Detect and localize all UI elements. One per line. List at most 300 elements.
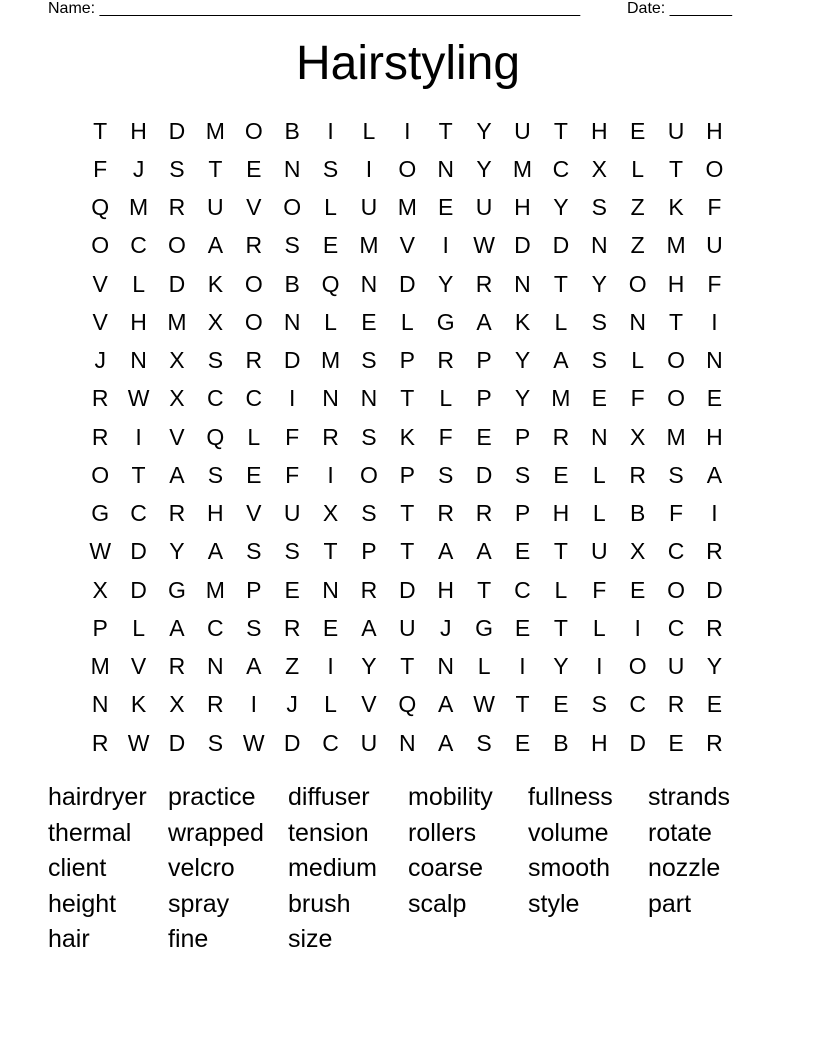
grid-letter: H: [590, 729, 608, 756]
grid-letter: E: [514, 729, 531, 756]
grid-letter: M: [512, 155, 533, 182]
grid-letter: O: [667, 576, 685, 603]
grid-letter: E: [668, 729, 684, 756]
grid-letter: T: [400, 500, 415, 527]
grid-letter: V: [399, 232, 415, 259]
grid-letter: H: [590, 117, 608, 144]
grid-letter: A: [169, 614, 185, 641]
grid-letter: S: [246, 538, 262, 565]
grid-letter: X: [169, 691, 185, 718]
grid-letter: P: [514, 500, 531, 527]
grid-letter: S: [361, 347, 377, 374]
grid-letter: D: [168, 729, 186, 756]
word-list-item: tension: [288, 818, 369, 847]
grid-letter: C: [552, 155, 570, 182]
grid-letter: Z: [630, 194, 645, 221]
grid-letter: K: [399, 423, 415, 450]
grid-letter: S: [284, 538, 300, 565]
grid-letter: L: [132, 614, 145, 641]
grid-letter: O: [91, 232, 110, 259]
grid-letter: I: [288, 385, 296, 412]
grid-letter: M: [359, 232, 379, 259]
grid-letter: E: [361, 308, 377, 335]
grid-letter: N: [130, 347, 147, 374]
grid-letter: R: [168, 653, 186, 680]
grid-letter: L: [324, 308, 337, 335]
grid-letter: I: [596, 653, 603, 680]
grid-letter: E: [476, 423, 492, 450]
grid-letter: T: [323, 538, 338, 565]
grid-letter: U: [360, 194, 378, 221]
grid-letter: R: [168, 500, 186, 527]
grid-letter: C: [322, 729, 339, 756]
grid-letter: L: [631, 155, 645, 182]
grid-letter: E: [322, 614, 339, 641]
grid-letter: M: [320, 347, 341, 374]
word-list-item: wrapped: [168, 818, 264, 847]
grid-letter: C: [207, 614, 224, 641]
grid-letter: R: [629, 461, 646, 488]
grid-letter: X: [207, 308, 224, 335]
grid-letter: N: [399, 729, 416, 756]
grid-letter: A: [169, 461, 185, 488]
grid-letter: Q: [91, 194, 110, 221]
word-list-item: rotate: [648, 818, 712, 847]
grid-letter: C: [207, 385, 224, 412]
grid-letter: L: [554, 308, 568, 335]
word-list-item: velcro: [168, 854, 235, 883]
word-list-item: strands: [648, 783, 730, 811]
grid-letter: Q: [321, 270, 340, 297]
grid-letter: E: [706, 691, 723, 718]
grid-letter: S: [591, 194, 607, 221]
grid-letter: D: [168, 117, 186, 144]
grid-letter: R: [552, 423, 570, 450]
word-list-item: style: [528, 889, 580, 918]
grid-letter: D: [552, 232, 570, 259]
grid-letter: D: [399, 270, 416, 297]
grid-letter: N: [590, 423, 608, 450]
grid-letter: S: [668, 461, 684, 488]
grid-letter: P: [399, 347, 415, 374]
grid-letter: P: [246, 576, 262, 603]
grid-letter: S: [591, 347, 607, 374]
grid-letter: L: [324, 194, 337, 221]
grid-letter: T: [93, 117, 108, 144]
grid-letter: S: [438, 461, 454, 488]
word-list-item: mobility: [408, 783, 493, 811]
grid-letter: S: [207, 729, 224, 756]
grid-letter: O: [283, 194, 302, 221]
word-list-item: fullness: [528, 783, 613, 811]
grid-letter: R: [207, 691, 224, 718]
grid-letter: A: [706, 461, 723, 488]
grid-letter: I: [327, 653, 334, 680]
grid-letter: C: [130, 232, 147, 259]
grid-letter: K: [668, 194, 684, 221]
grid-letter: G: [436, 308, 455, 335]
grid-letter: I: [327, 117, 334, 144]
grid-letter: F: [669, 500, 684, 527]
grid-letter: R: [91, 423, 109, 450]
grid-letter: T: [208, 155, 223, 182]
grid-letter: T: [400, 385, 415, 412]
grid-letter: R: [706, 729, 723, 756]
grid-letter: R: [245, 232, 263, 259]
grid-letter: A: [438, 691, 454, 718]
grid-letter: U: [514, 117, 531, 144]
grid-letter: H: [130, 308, 147, 335]
grid-letter: O: [168, 232, 186, 259]
grid-letter: I: [250, 691, 257, 718]
grid-letter: L: [592, 500, 606, 527]
grid-letter: N: [322, 385, 339, 412]
word-list-item: hair: [48, 925, 90, 954]
grid-letter: S: [591, 308, 607, 335]
grid-letter: E: [591, 385, 607, 412]
name-field: Name: ______________________________________________________: [48, 0, 581, 17]
word-list-item: rollers: [408, 818, 477, 847]
grid-letter: Y: [361, 653, 377, 680]
grid-letter: D: [629, 729, 646, 756]
word-list: [48, 780, 768, 958]
grid-letter: P: [399, 461, 415, 488]
grid-letter: K: [207, 270, 224, 297]
word-list-item: smooth: [528, 854, 610, 883]
grid-letter: T: [553, 614, 568, 641]
grid-letter: X: [169, 385, 185, 412]
grid-letter: U: [706, 232, 723, 259]
grid-letter: H: [514, 194, 531, 221]
grid-letter: R: [283, 614, 301, 641]
grid-letter: N: [590, 232, 608, 259]
grid-letter: R: [475, 500, 493, 527]
grid-letter: R: [245, 347, 263, 374]
grid-letter: U: [667, 653, 685, 680]
grid-letter: N: [706, 347, 723, 374]
grid-letter: M: [666, 423, 686, 450]
grid-letter: V: [92, 308, 108, 335]
grid-letter: M: [666, 232, 686, 259]
word-list-item: brush: [288, 889, 351, 918]
word-list-item: hairdryer: [48, 783, 147, 811]
grid-letter: L: [554, 576, 568, 603]
grid-letter: N: [360, 270, 378, 297]
grid-letter: C: [245, 385, 263, 412]
grid-letter: E: [553, 691, 569, 718]
word-list-item: medium: [288, 854, 377, 883]
grid-letter: E: [246, 155, 262, 182]
grid-letter: Y: [476, 117, 492, 144]
grid-letter: D: [399, 576, 416, 603]
grid-letter: T: [477, 576, 492, 603]
grid-letter: Y: [706, 653, 723, 680]
grid-letter: P: [476, 347, 492, 374]
grid-letter: E: [246, 461, 262, 488]
grid-letter: S: [207, 347, 224, 374]
grid-letter: A: [207, 538, 224, 565]
grid-letter: G: [168, 576, 186, 603]
grid-letter: L: [477, 653, 491, 680]
grid-letter: O: [628, 270, 647, 297]
grid-letter: B: [284, 270, 300, 297]
grid-letter: X: [591, 155, 607, 182]
grid-letter: I: [365, 155, 373, 182]
grid-letter: E: [629, 117, 646, 144]
grid-letter: I: [327, 461, 334, 488]
grid-letter: H: [552, 500, 570, 527]
grid-letter: O: [667, 385, 685, 412]
grid-letter: Y: [591, 270, 607, 297]
grid-letter: W: [242, 729, 265, 756]
grid-letter: M: [129, 194, 149, 221]
grid-letter: D: [283, 347, 301, 374]
grid-letter: F: [93, 155, 108, 182]
grid-letter: H: [667, 270, 685, 297]
grid-letter: T: [400, 538, 415, 565]
grid-letter: V: [169, 423, 185, 450]
grid-letter: L: [132, 270, 145, 297]
grid-letter: V: [361, 691, 377, 718]
grid-letter: N: [629, 308, 646, 335]
word-list-item: thermal: [48, 818, 132, 847]
grid-letter: O: [244, 270, 263, 297]
grid-letter: N: [514, 270, 531, 297]
grid-letter: X: [629, 538, 646, 565]
grid-letter: U: [590, 538, 608, 565]
grid-letter: M: [551, 385, 571, 412]
page-title: Hairstyling: [295, 37, 521, 90]
grid-letter: E: [284, 576, 300, 603]
grid-letter: M: [90, 653, 110, 680]
grid-letter: S: [246, 614, 262, 641]
grid-letter: T: [669, 308, 684, 335]
grid-letter: W: [473, 691, 495, 718]
grid-letter: A: [207, 232, 224, 259]
grid-letter: Q: [206, 423, 225, 450]
grid-letter: O: [91, 461, 110, 488]
grid-letter: Y: [514, 385, 531, 412]
grid-letter: J: [286, 691, 298, 718]
grid-letter: C: [514, 576, 531, 603]
grid-letter: O: [667, 347, 685, 374]
grid-letter: L: [631, 347, 645, 374]
grid-letter: Z: [285, 653, 300, 680]
grid-letter: T: [669, 155, 684, 182]
grid-letter: W: [127, 385, 150, 412]
word-list-item: spray: [168, 889, 230, 918]
grid-letter: S: [322, 155, 339, 182]
grid-letter: N: [437, 653, 455, 680]
grid-letter: I: [711, 308, 718, 335]
grid-letter: C: [667, 538, 685, 565]
date-field: Date: _______: [627, 0, 732, 17]
word-list-item: scalp: [408, 889, 467, 918]
grid-letter: L: [400, 308, 414, 335]
grid-letter: V: [130, 653, 147, 680]
grid-letter: F: [592, 576, 607, 603]
grid-letter: O: [244, 117, 263, 144]
grid-letter: J: [94, 347, 106, 374]
grid-letter: X: [92, 576, 108, 603]
grid-letter: A: [438, 538, 454, 565]
grid-letter: M: [205, 576, 225, 603]
grid-letter: M: [205, 117, 225, 144]
grid-letter: H: [706, 423, 723, 450]
grid-letter: W: [473, 232, 495, 259]
grid-letter: C: [130, 500, 147, 527]
grid-letter: S: [514, 461, 531, 488]
grid-letter: F: [707, 194, 722, 221]
grid-letter: T: [553, 117, 568, 144]
grid-letter: O: [628, 653, 647, 680]
grid-letter: T: [400, 653, 415, 680]
grid-letter: F: [630, 385, 645, 412]
grid-letter: N: [437, 155, 455, 182]
grid-letter: X: [322, 500, 339, 527]
grid-letter: R: [91, 729, 109, 756]
grid-letter: T: [553, 270, 568, 297]
grid-letter: R: [360, 576, 378, 603]
grid-letter: C: [629, 691, 646, 718]
grid-letter: E: [629, 576, 646, 603]
grid-letter: U: [399, 614, 416, 641]
grid-letter: R: [437, 347, 455, 374]
grid-letter: I: [442, 232, 449, 259]
grid-letter: I: [519, 653, 526, 680]
grid-letter: V: [92, 270, 108, 297]
grid-letter: F: [438, 423, 453, 450]
grid-letter: P: [476, 385, 492, 412]
grid-letter: D: [475, 461, 493, 488]
grid-letter: S: [207, 461, 224, 488]
grid-letter: H: [437, 576, 455, 603]
grid-letter: U: [475, 194, 493, 221]
grid-letter: S: [284, 232, 300, 259]
grid-letter: D: [130, 538, 147, 565]
grid-letter: E: [706, 385, 723, 412]
grid-letter: E: [514, 538, 531, 565]
grid-letter: Y: [169, 538, 185, 565]
grid-letter: V: [246, 194, 262, 221]
grid-letter: S: [476, 729, 492, 756]
word-list-item: diffuser: [288, 783, 370, 811]
word-list-item: part: [648, 889, 692, 918]
grid-letter: P: [361, 538, 377, 565]
grid-letter: B: [553, 729, 569, 756]
grid-letter: O: [244, 308, 263, 335]
grid-letter: N: [360, 385, 378, 412]
word-list-item: size: [288, 925, 333, 954]
grid-letter: U: [667, 117, 685, 144]
grid-letter: S: [591, 691, 607, 718]
grid-letter: M: [167, 308, 187, 335]
grid-letter: D: [283, 729, 301, 756]
grid-letter: S: [361, 500, 377, 527]
grid-letter: L: [592, 614, 606, 641]
grid-letter: R: [168, 194, 186, 221]
grid-letter: A: [361, 614, 377, 641]
word-list-item: practice: [168, 783, 256, 811]
grid-letter: N: [91, 691, 109, 718]
grid-letter: K: [130, 691, 147, 718]
grid-letter: B: [629, 500, 646, 527]
grid-letter: R: [322, 423, 339, 450]
grid-letter: F: [285, 423, 300, 450]
grid-letter: H: [706, 117, 723, 144]
grid-letter: O: [398, 155, 417, 182]
word-list-item: fine: [168, 925, 209, 954]
grid-letter: I: [404, 117, 411, 144]
grid-letter: W: [127, 729, 150, 756]
grid-letter: T: [131, 461, 146, 488]
grid-letter: T: [438, 117, 453, 144]
grid-letter: P: [92, 614, 108, 641]
word-list-item: client: [48, 854, 107, 883]
grid-letter: O: [705, 155, 724, 182]
grid-letter: L: [592, 461, 606, 488]
grid-letter: N: [322, 576, 339, 603]
word-list-item: volume: [528, 818, 609, 847]
grid-letter: D: [130, 576, 147, 603]
grid-letter: R: [91, 385, 109, 412]
grid-letter: F: [707, 270, 722, 297]
grid-letter: J: [439, 614, 452, 641]
grid-letter: J: [132, 155, 145, 182]
grid-letter: A: [476, 538, 492, 565]
grid-letter: R: [437, 500, 455, 527]
grid-letter: I: [135, 423, 142, 450]
grid-letter: I: [711, 500, 718, 527]
grid-letter: L: [362, 117, 376, 144]
grid-letter: Q: [398, 691, 417, 718]
word-search-grid: [81, 112, 734, 762]
grid-letter: W: [89, 538, 112, 565]
grid-letter: H: [130, 117, 147, 144]
grid-letter: Z: [630, 232, 645, 259]
grid-letter: G: [91, 500, 110, 527]
grid-letter: Y: [553, 194, 569, 221]
grid-letter: R: [667, 691, 685, 718]
word-list-item: coarse: [408, 854, 484, 883]
grid-letter: S: [169, 155, 185, 182]
grid-letter: M: [397, 194, 417, 221]
grid-letter: R: [475, 270, 493, 297]
grid-letter: N: [207, 653, 224, 680]
grid-letter: X: [169, 347, 185, 374]
grid-letter: L: [439, 385, 453, 412]
grid-letter: A: [476, 308, 492, 335]
word-list-item: height: [48, 889, 117, 918]
grid-letter: Y: [514, 347, 531, 374]
grid-letter: L: [324, 691, 337, 718]
grid-letter: D: [168, 270, 186, 297]
grid-letter: N: [283, 308, 301, 335]
grid-letter: U: [207, 194, 224, 221]
grid-letter: U: [360, 729, 378, 756]
word-list-item: nozzle: [648, 854, 721, 883]
grid-letter: K: [514, 308, 531, 335]
grid-letter: G: [475, 614, 494, 641]
grid-letter: O: [359, 461, 378, 488]
grid-letter: P: [514, 423, 531, 450]
grid-letter: A: [553, 347, 569, 374]
grid-letter: I: [634, 614, 641, 641]
grid-letter: Y: [476, 155, 492, 182]
grid-letter: X: [629, 423, 646, 450]
grid-letter: E: [438, 194, 454, 221]
grid-letter: A: [438, 729, 454, 756]
